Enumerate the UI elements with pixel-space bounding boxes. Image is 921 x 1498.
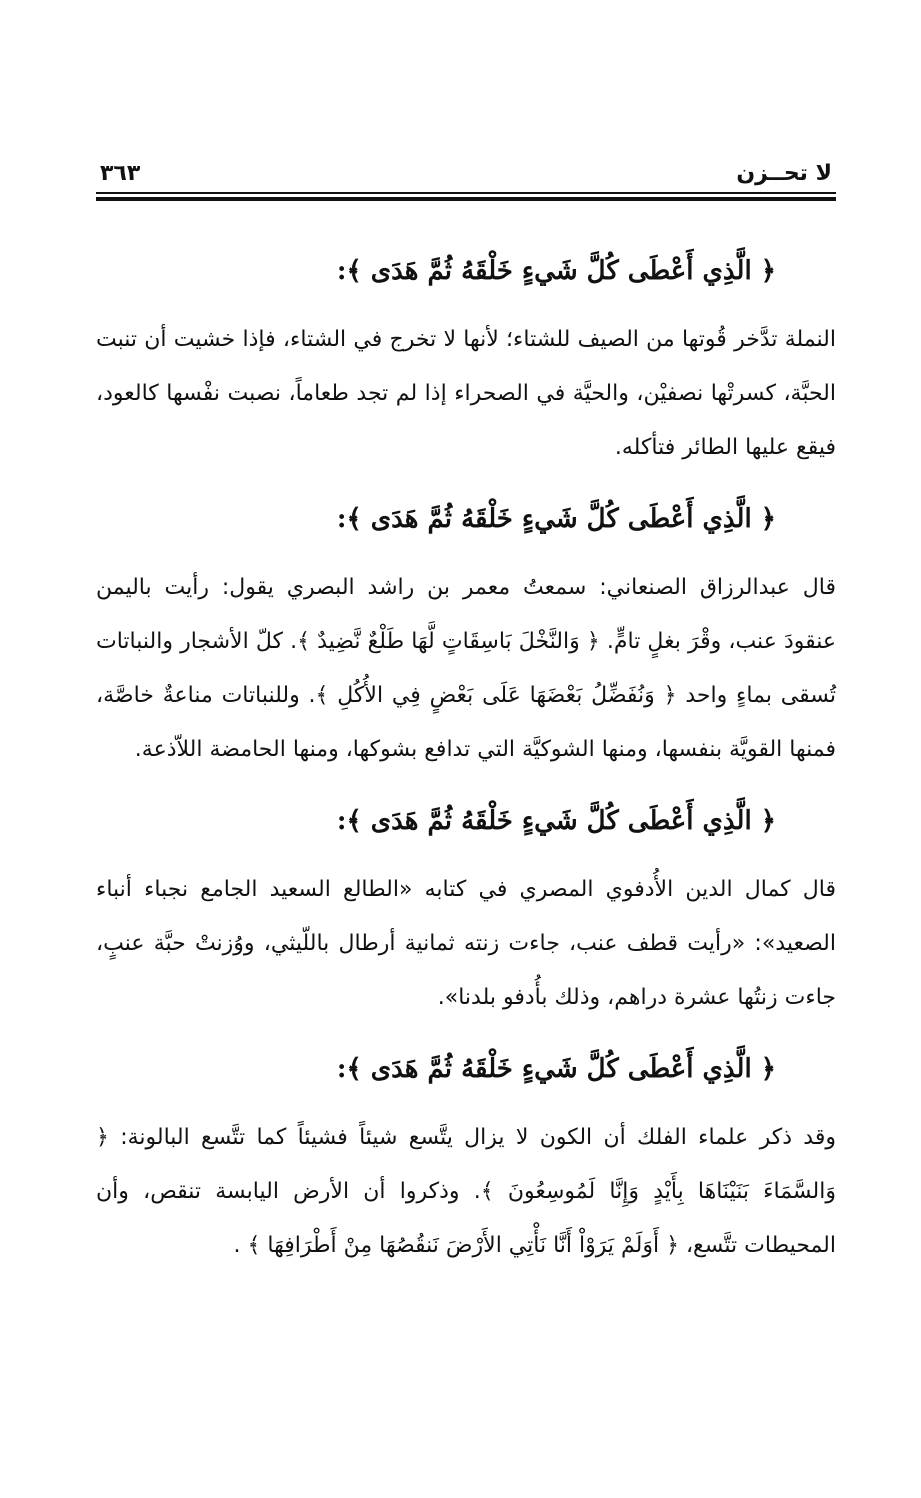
paragraph: وقد ذكر علماء الفلك أن الكون لا يزال يتَّسع شيئاً فشيئاً كما تتَّسع البالونة: ﴿ وَالسَّمَاءَ بَنَيْنَاهَا بِأَيْدٍ وَإِنَّا لَمُوسِعُونَ ﴾. وذكروا أن الأرض اليابسة تنقص، وأن المحيطات تتَّسع، ﴿ أَوَلَمْ يَرَوْاْ أَنَّا نَأْتِي الأَرْضَ نَنقُصُهَا مِنْ أَطْرَافِهَا ﴾ .	[96, 1125, 836, 1258]
paragraph: قال كمال الدين الأُدفوي المصري في كتابه «الطالع السعيد الجامع نجباء أنباء الصعيد»: «رأيت قطف عنب، جاءت زنته ثمانية أرطال باللّيثي، ووُزنتْ حبَّة عنبٍ، جاءت زنتُها عشرة دراهم، وذلك بأُدفو بلدنا».	[96, 877, 836, 1010]
page-number: ٣٦٣	[100, 161, 141, 186]
verse-heading: ﴿ الَّذِي أَعْطَى كُلَّ شَيءٍ خَلْقَهُ ثُمَّ هَدَى ﴾:	[336, 256, 776, 286]
section-1	[96, 241, 836, 475]
book-page	[96, 150, 836, 1287]
paragraph: قال عبدالرزاق الصنعاني: سمعتُ معمر بن راشد البصري يقول: رأيت باليمن عنقودَ عنب، وقْرَ بغلٍ تامٍّ. ﴿ وَالنَّخْلَ بَاسِقَاتٍ لَّهَا طَلْعٌ نَّضِيدٌ ﴾. كلّ الأشجار والنباتات تُسقى بماءٍ واحد ﴿ وَنُفَضِّلُ بَعْضَهَا عَلَى بَعْضٍ فِي الأُكُلِ ﴾. وللنباتات مناعةٌ خاصَّة، فمنها القويَّة بنفسها، ومنها الشوكيَّة التي تدافع بشوكها، ومنها الحامضة اللاّذعة.	[96, 575, 836, 762]
page-content	[96, 241, 836, 1273]
section-3	[96, 791, 836, 1025]
running-title: لا تحــزن	[736, 161, 832, 186]
verse-heading: ﴿ الَّذِي أَعْطَى كُلَّ شَيءٍ خَلْقَهُ ثُمَّ هَدَى ﴾:	[336, 504, 776, 534]
verse-heading: ﴿ الَّذِي أَعْطَى كُلَّ شَيءٍ خَلْقَهُ ثُمَّ هَدَى ﴾:	[336, 1054, 776, 1084]
verse-heading: ﴿ الَّذِي أَعْطَى كُلَّ شَيءٍ خَلْقَهُ ثُمَّ هَدَى ﴾:	[336, 806, 776, 836]
paragraph: النملة تدَّخر قُوتها من الصيف للشتاء؛ لأنها لا تخرج في الشتاء، فإذا خشيت أن تنبت الحبَّة، كسرتْها نصفيْن، والحيَّة في الصحراء إذا لم تجد طعاماً، نصبت نفْسها كالعود، فيقع عليها الطائر فتأكله.	[96, 327, 836, 460]
header-rule-thick	[96, 197, 836, 201]
section-4	[96, 1039, 836, 1273]
page-header	[96, 150, 836, 186]
section-2	[96, 489, 836, 777]
header-rule-thin	[96, 192, 836, 194]
